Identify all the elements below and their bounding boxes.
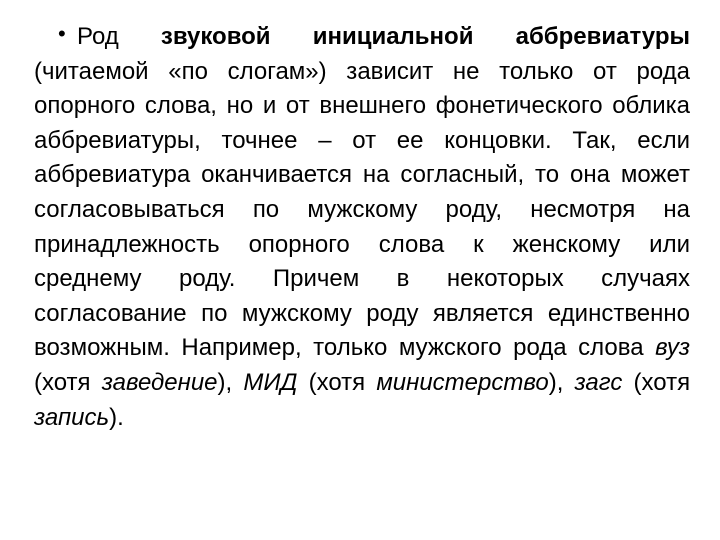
text-main: (читаемой «по слогам») зависит не только от рода опорного слова, но и от внешнего фонетического облика аббревиатуры, точнее – от ее концовки. Так, если аббревиатура оканчивается на согласный, то она может согласовываться по мужскому роду, несмотря на принадлежность опорного слова к женскому или среднему роду. Причем в некоторых случаях согласование по мужскому роду является единственно возможным. Например, только мужского рода слова	[34, 57, 690, 362]
example-ministerstvo: министерство	[376, 368, 549, 396]
body-paragraph	[34, 20, 690, 435]
example-mid: МИД	[243, 368, 298, 396]
text-khotya-1: (хотя	[34, 368, 91, 396]
text-rod: Род	[77, 23, 119, 50]
text-close-1: ),	[217, 368, 233, 396]
example-vuz: вуз	[655, 334, 691, 362]
text-close-2: ),	[548, 368, 564, 396]
text-khotya-2: (хотя	[308, 368, 366, 396]
term-sound-initial-abbreviation: звуковой инициальной аббревиатуры	[160, 23, 690, 50]
text-close-3: ).	[109, 403, 124, 431]
example-zapis: запись	[34, 403, 110, 431]
text-khotya-3: (хотя	[633, 368, 691, 396]
example-zavedenie: заведение	[101, 368, 218, 396]
bullet-marker: •	[58, 21, 66, 46]
example-zags: загс	[574, 368, 623, 396]
